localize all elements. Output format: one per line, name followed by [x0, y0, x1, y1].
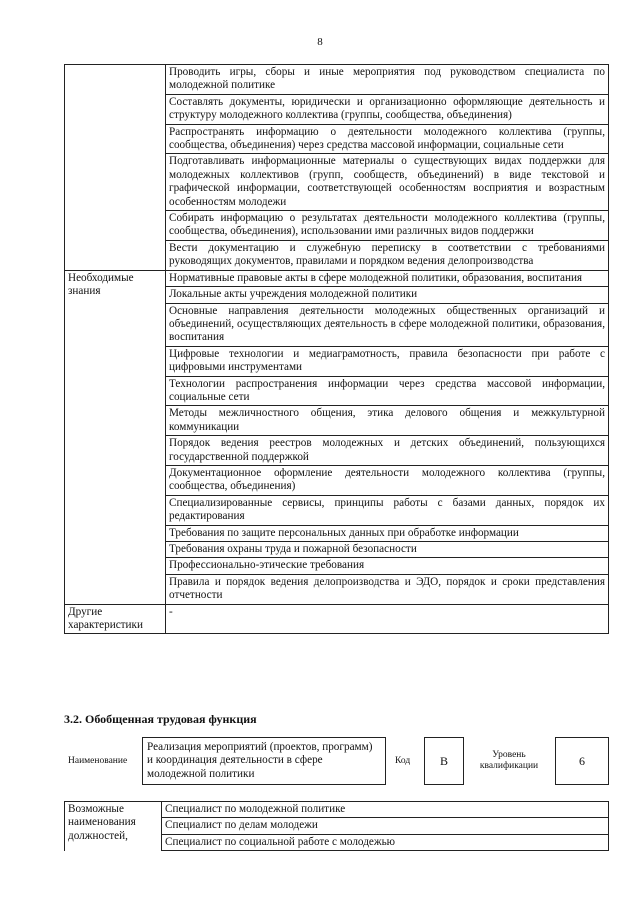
table-cell: Специализированные сервисы, принципы работы с базами данных, порядок их редактирования	[166, 495, 609, 525]
code-label: Код	[395, 756, 411, 766]
row-label: Другие характеристики	[65, 604, 166, 634]
generalized-function-row	[64, 737, 609, 785]
name-label: Наименование	[68, 756, 128, 766]
table-cell: Требования по защите персональных данных при обработке информации	[166, 525, 609, 541]
table-cell: Документационное оформление деятельности молодежного коллектива (группы, сообщества, объединения)	[166, 465, 609, 495]
table-cell: Профессионально-этические требования	[166, 558, 609, 574]
table-cell: Порядок ведения реестров молодежных и детских объединений, пользующихся государственной поддержкой	[166, 436, 609, 466]
table-row	[65, 65, 609, 95]
table-cell: Технологии распространения информации через средства массовой информации, социальные сети	[166, 376, 609, 406]
table-cell: Вести документацию и служебную переписку в соответствии с требованиями руководящих документов, правилами и порядком ведения делопроизводства	[166, 240, 609, 270]
row-label	[65, 65, 166, 271]
table-cell: Составлять документы, юридически и организационно оформляющие деятельность и структуру молодежного коллектива (группы, сообщества, объединения)	[166, 94, 609, 124]
row-label: Необходимые знания	[65, 270, 166, 604]
table-cell: Локальные акты учреждения молодежной политики	[166, 287, 609, 303]
position-name: Специалист по социальной работе с молодежью	[162, 834, 609, 850]
position-row	[65, 802, 609, 818]
table-row	[65, 270, 609, 286]
table-row	[65, 604, 609, 634]
positions-label: Возможные наименования должностей,	[65, 802, 162, 851]
table-cell: Правила и порядок ведения делопроизводства и ЭДО, порядок и сроки представления отчетности	[166, 574, 609, 604]
page-number: 8	[317, 36, 323, 48]
code-value: B	[424, 737, 464, 785]
table-cell: Цифровые технологии и медиаграмотность, правила безопасности при работе с цифровыми инструментами	[166, 346, 609, 376]
table-cell: Собирать информацию о результатах деятельности молодежного коллектива (группы, сообщества, объединения), использовании ими различных видов поддержки	[166, 211, 609, 241]
table-cell: Нормативные правовые акты в сфере молодежной политики, образования, воспитания	[166, 270, 609, 286]
position-name: Специалист по делам молодежи	[162, 818, 609, 834]
position-name: Специалист по молодежной политике	[162, 802, 609, 818]
level-label: Уровень квалификации	[479, 750, 539, 771]
table-cell: Подготавливать информационные материалы о существующих видах поддержки для молодежных коллективов (групп, сообществ, объединений) в виде текстовой и графической информации, соответствующей особенностям восприятия и возрастным особенностям молодежи	[166, 154, 609, 211]
table-cell: Основные направления деятельности молодежных общественных организаций и объединений, осуществляющих деятельность в сфере молодежной политики, образования, воспитания	[166, 303, 609, 346]
table-cell: Методы межличностного общения, этика делового общения и межкультурной коммуникации	[166, 406, 609, 436]
positions-table	[64, 801, 609, 851]
table-cell: Требования охраны труда и пожарной безопасности	[166, 542, 609, 558]
function-name-value: Реализация мероприятий (проектов, программ) и координация деятельности в сфере молодежной политики	[142, 737, 386, 785]
table-cell: Проводить игры, сборы и иные мероприятия под руководством специалиста по молодежной политике	[166, 65, 609, 95]
labor-functions-table	[64, 64, 609, 634]
level-value: 6	[555, 737, 609, 785]
table-cell: Распространять информацию о деятельности молодежного коллектива (группы, сообщества, объединения) через средства массовой информации, социальные сети	[166, 124, 609, 154]
section-heading: 3.2. Обобщенная трудовая функция	[64, 712, 257, 726]
table-cell: -	[166, 604, 609, 634]
